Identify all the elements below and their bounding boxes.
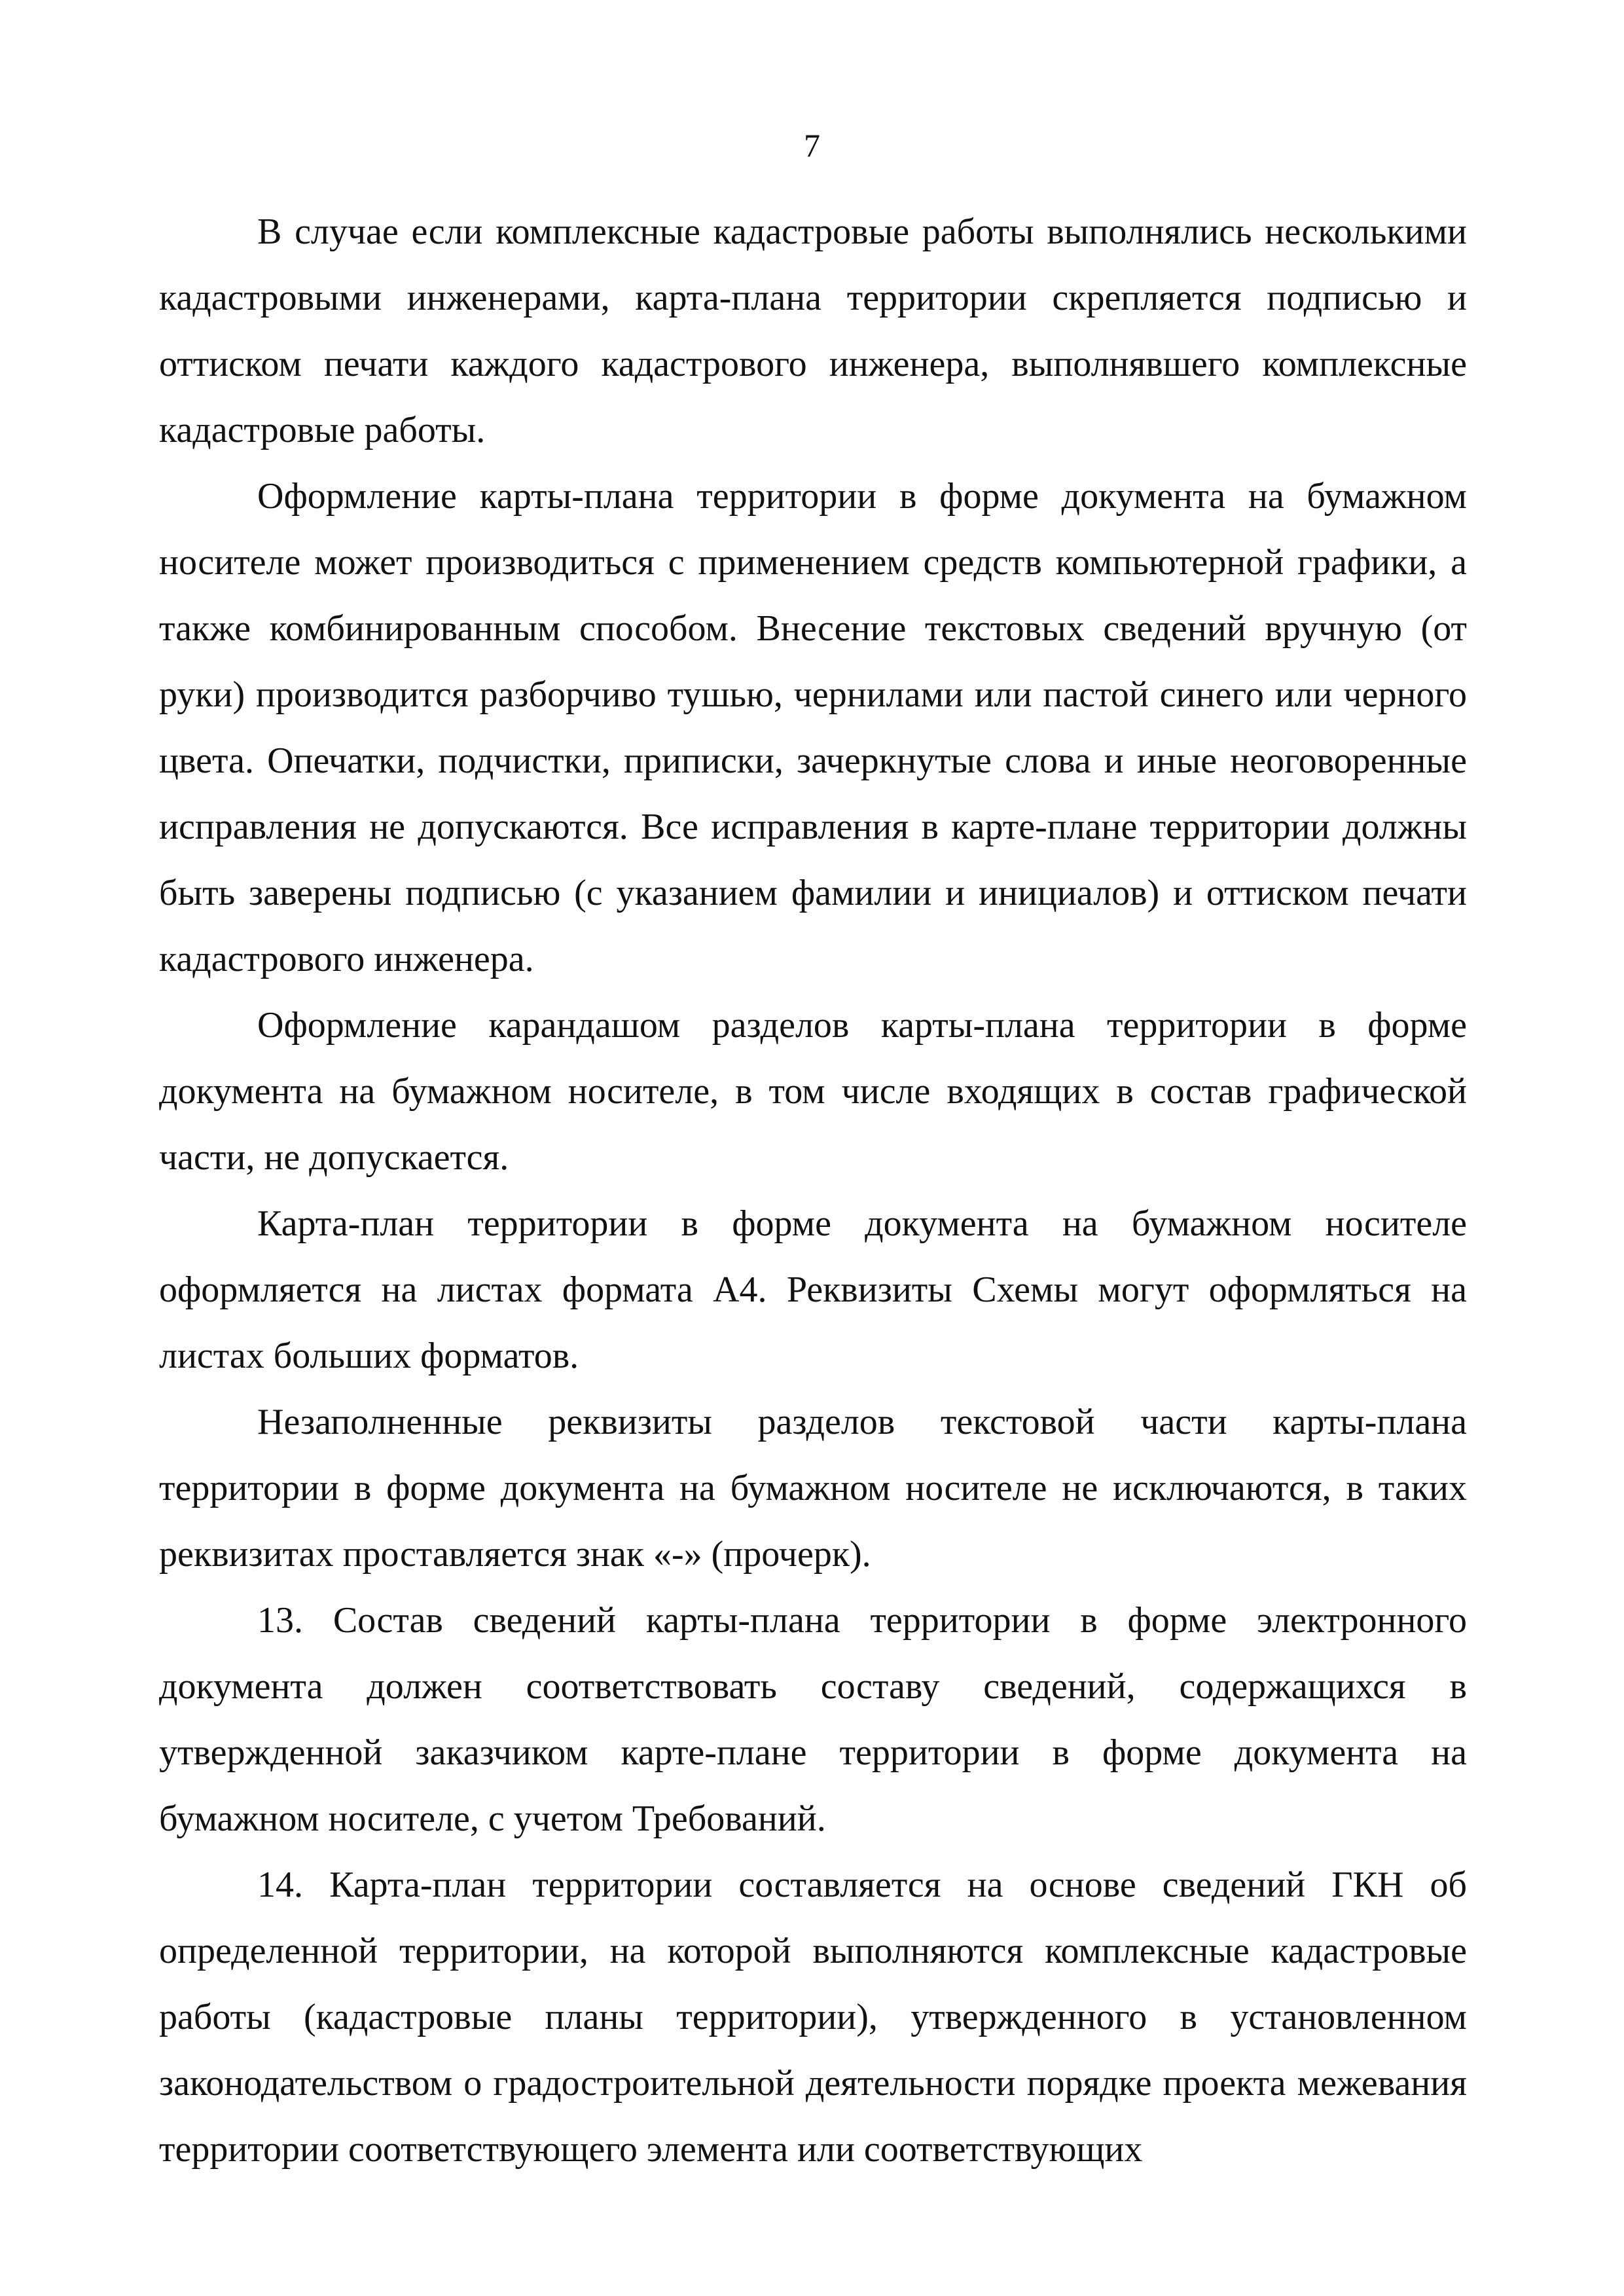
paragraph-empty-requisites: Незаполненные реквизиты разделов текстовой части карты-плана территории в форме документа на бумажном носителе не исключаются, в таких реквизитах проставляется знак «-» (прочерк). [159,1402,1467,1575]
paragraph-item-14: 14. Карта-план территории составляется на основе сведений ГКН об определенной территории, на которой выполняются комплексные кадастровые работы (кадастровые планы территории), утвержденного в установленном законодательством о градостроительной деятельности порядке проекта межевания территории соответствующего элемента или соответствующих [159,1865,1467,2170]
paragraph-sheet-format: Карта-план территории в форме документа на бумажном носителе оформляется на листах формата А4. Реквизиты Схемы могут оформляться на листах больших форматов. [159,1203,1467,1376]
paragraph-paper-form-design: Оформление карты-плана территории в форме документа на бумажном носителе может производиться с применением средств компьютерной графики, а также комбинированным способом. Внесение текстовых сведений вручную (от руки) производится разборчиво тушью, чернилами или пастой синего или черного цвета. Опечатки, подчистки, приписки, зачеркнутые слова и иные неоговоренные исправления не допускаются. Все исправления в карте-плане территории должны быть заверены подписью (с указанием фамилии и инициалов) и оттиском печати кадастрового инженера. [159,476,1467,979]
paragraph-signature-multiple-engineers: В случае если комплексные кадастровые работы выполнялись несколькими кадастровыми инженерами, карта-плана территории скрепляется подписью и оттиском печати каждого кадастрового инженера, выполнявшего комплексные кадастровые работы. [159,211,1467,450]
document-body [159,199,1467,2183]
page-number: 7 [804,127,820,164]
paragraph-item-13: 13. Состав сведений карты-плана территории в форме электронного документа должен соответствовать составу сведений, содержащихся в утвержденной заказчиком карте-плане территории в форме документа на бумажном носителе, с учетом Требований. [159,1600,1467,1839]
paragraph-pencil-not-allowed: Оформление карандашом разделов карты-плана территории в форме документа на бумажном носителе, в том числе входящих в состав графической части, не допускается. [159,1005,1467,1178]
